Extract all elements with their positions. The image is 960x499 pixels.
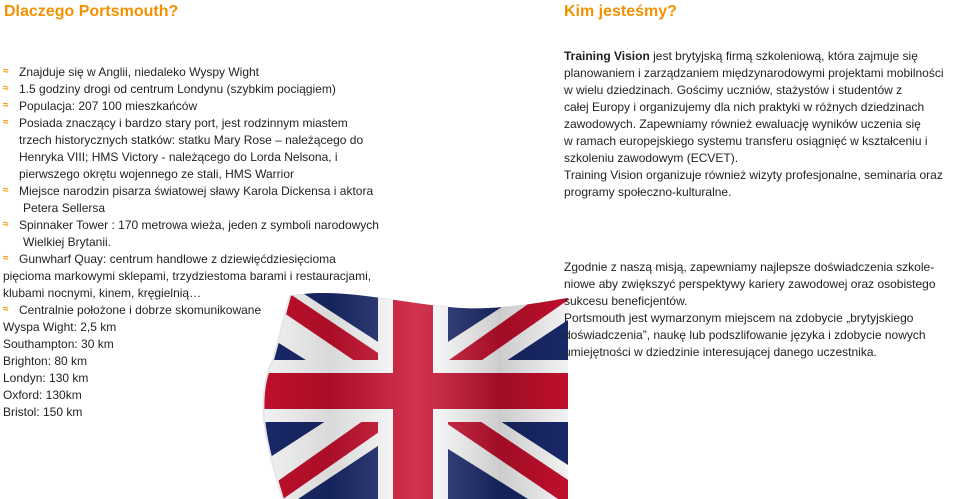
list-item-line: Oxford: 130km bbox=[3, 388, 82, 402]
wave-bullet-icon: ≈ bbox=[3, 117, 9, 128]
paragraph-line: w wielu dziedzinach. Gościmy uczniów, stażystów i studentów z bbox=[564, 83, 903, 97]
list-item bbox=[3, 302, 403, 421]
wave-bullet-icon: ≈ bbox=[3, 304, 9, 315]
paragraph-line: całej Europy i organizujemy dla nich praktyki w różnych dziedzinach bbox=[564, 100, 925, 114]
list-item-line: pierwszego okrętu wojennego ze stali, HMS Warrior bbox=[19, 167, 294, 181]
paragraph-line: niowe aby zwiększyć perspektywy kariery zawodowej oraz osobistego bbox=[564, 277, 936, 291]
paragraph-line: Zgodnie z naszą misją, zapewniamy najlepsze doświadczenia szkole- bbox=[564, 260, 935, 274]
about-paragraph bbox=[564, 48, 960, 201]
company-name: Training Vision bbox=[564, 49, 650, 63]
list-item-line: Centralnie położone i dobrze skomunikowane bbox=[19, 303, 262, 317]
list-item-line: Southampton: 30 km bbox=[3, 337, 114, 351]
list-item bbox=[3, 115, 403, 183]
paragraph-line: zawodowych. Zapewniamy również ewaluację wyników uczenia się bbox=[564, 117, 921, 131]
list-item-line: pięcioma markowymi sklepami, trzydziestoma barami i restauracjami, bbox=[3, 269, 372, 283]
list-item bbox=[3, 64, 403, 81]
list-item-line: Wielkiej Brytanii. bbox=[23, 235, 112, 249]
paragraph-line: programy społeczno-kulturalne. bbox=[564, 185, 732, 199]
paragraph-line: szkoleniu zawodowym (ECVET). bbox=[564, 151, 739, 165]
wave-bullet-icon: ≈ bbox=[3, 66, 9, 77]
paragraph-line: planowaniem i zarządzaniem międzynarodowymi projektami mobilności bbox=[564, 66, 944, 80]
list-item-line: Brighton: 80 km bbox=[3, 354, 88, 368]
left-heading: Dlaczego Portsmouth? bbox=[4, 3, 179, 20]
paragraph-line: doświadczenia”, naukę lub podszlifowanie języka i zdobycie nowych bbox=[564, 328, 926, 342]
mission-paragraph bbox=[564, 259, 960, 361]
list-item-line: Henryka VIII; HMS Victory - należącego do Lorda Nelsona, i bbox=[19, 150, 338, 164]
wave-bullet-icon: ≈ bbox=[3, 219, 9, 230]
right-heading: Kim jesteśmy? bbox=[564, 3, 677, 20]
paragraph-line: Training Vision organizuje również wizyty profesjonalne, seminaria oraz bbox=[564, 168, 943, 182]
list-item-line: trzech historycznych statków: statku Mary Rose – należącego do bbox=[19, 133, 364, 147]
wave-bullet-icon: ≈ bbox=[3, 253, 9, 264]
list-item-line: klubami nocnymi, kinem, kręgielnią… bbox=[3, 286, 202, 300]
list-item bbox=[3, 217, 403, 251]
list-item-line: Petera Sellersa bbox=[23, 201, 106, 215]
paragraph-line: sukcesu beneficjentów. bbox=[564, 294, 688, 308]
wave-bullet-icon: ≈ bbox=[3, 100, 9, 111]
list-item-line: Znajduje się w Anglii, niedaleko Wyspy Wight bbox=[19, 65, 260, 79]
list-item-line: Bristol: 150 km bbox=[3, 405, 83, 419]
list-item-line: Posiada znaczący i bardzo stary port, jest rodzinnym miastem bbox=[19, 116, 348, 130]
list-item bbox=[3, 251, 403, 302]
list-item-line: Miejsce narodzin pisarza światowej sławy Karola Dickensa i aktora bbox=[19, 184, 374, 198]
paragraph-line: w ramach europejskiego systemu transferu osiągnięć w kształceniu i bbox=[564, 134, 928, 148]
paragraph-line: Portsmouth jest wymarzonym miejscem na zdobycie „brytyjskiego bbox=[564, 311, 914, 325]
wave-bullet-icon: ≈ bbox=[3, 83, 9, 94]
list-item-line: Populacja: 207 100 mieszkańców bbox=[19, 99, 198, 113]
list-item-line: Wyspa Wight: 2,5 km bbox=[3, 320, 117, 334]
paragraph-line: umiejętności w dziedzinie interesującej danego uczestnika. bbox=[564, 345, 877, 359]
list-item bbox=[3, 183, 403, 217]
list-item-line: Gunwharf Quay: centrum handlowe z dziewięćdziesięcioma bbox=[19, 252, 336, 266]
reasons-list bbox=[3, 64, 403, 421]
list-item bbox=[3, 81, 403, 98]
list-item-line: 1.5 godziny drogi od centrum Londynu (szybkim pociągiem) bbox=[19, 82, 336, 96]
list-item bbox=[3, 98, 403, 115]
list-item-line: Spinnaker Tower : 170 metrowa wieża, jeden z symboli narodowych bbox=[19, 218, 379, 232]
paragraph-line: jest brytyjską firmą szkoleniową, która zajmuje się bbox=[649, 49, 918, 63]
list-item-line: Londyn: 130 km bbox=[3, 371, 89, 385]
wave-bullet-icon: ≈ bbox=[3, 185, 9, 196]
